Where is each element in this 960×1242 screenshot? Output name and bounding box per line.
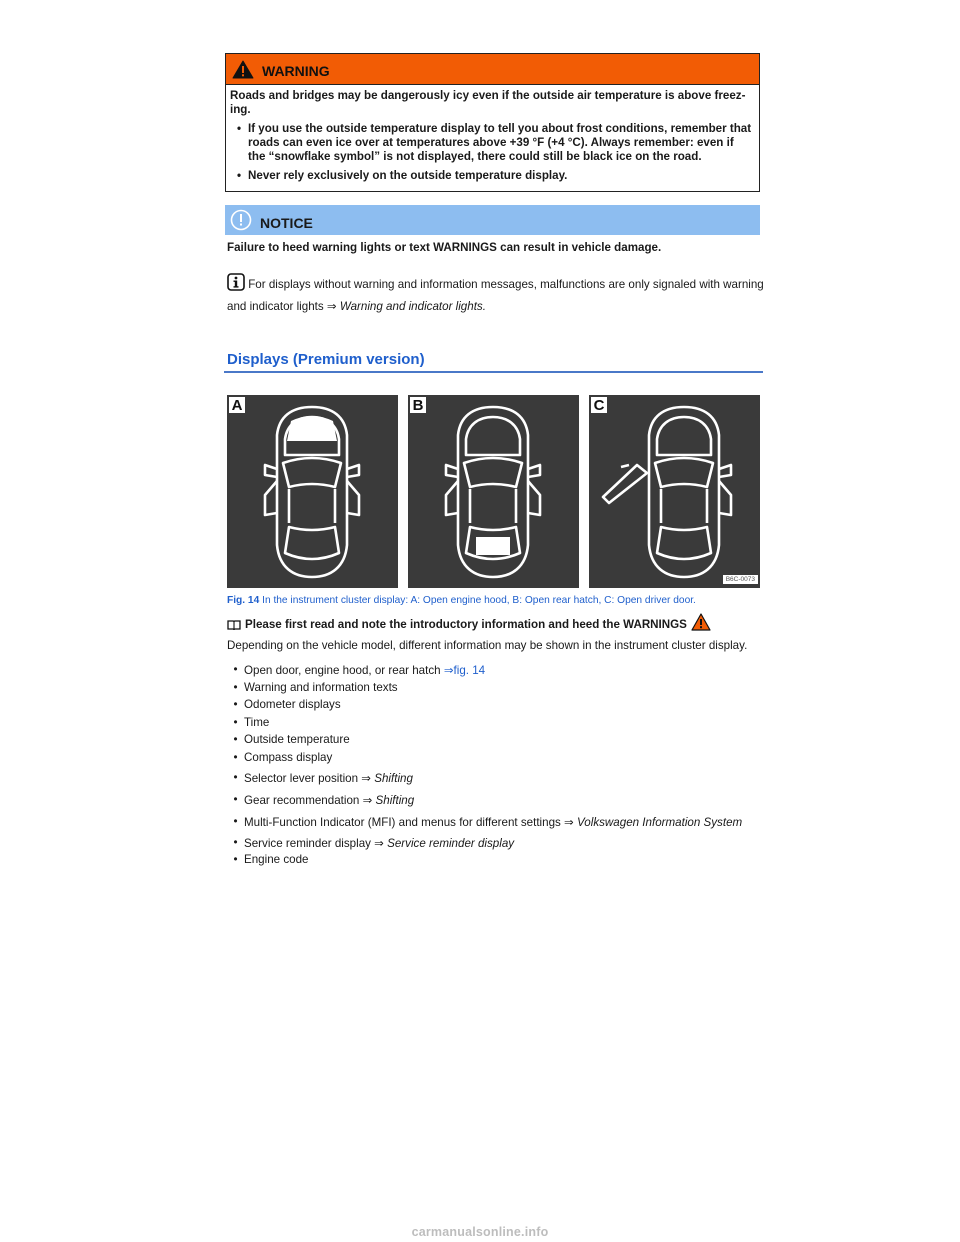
- description-paragraph: Depending on the vehicle model, different information may be shown in the instrument cluster display.: [227, 639, 748, 652]
- warning-header: [226, 54, 759, 85]
- shifting-link[interactable]: Shifting: [375, 794, 415, 807]
- list-item: • Outside temperature: [233, 733, 350, 746]
- list-item: • Warning and information texts: [233, 681, 398, 694]
- notice-header: [225, 205, 760, 235]
- figure-caption-label: Fig. 14: [227, 595, 260, 606]
- car-open-hood-icon: [227, 395, 398, 588]
- list-item: • Gear recommendation ⇒ Shifting: [233, 793, 415, 807]
- warning-bullet: • If you use the outside temperature display to tell you about frost conditions, remember that roads can even ice over at temperatures above +39 °F (+4 °C). Always remember: even if the “snowflake symbol” is not displayed, there could still be black ice on the road.: [236, 122, 752, 163]
- figure-panel-a: [227, 395, 398, 588]
- info-arrow: ⇒: [326, 300, 337, 313]
- list-item: • Time: [233, 716, 270, 729]
- section-divider: [224, 371, 763, 373]
- list-item: • Compass display: [233, 751, 333, 764]
- figure-code: B6C-0073: [723, 575, 758, 584]
- warning-body: [226, 85, 759, 191]
- info-text: For displays without warning and information messages, malfunctions are only signaled with warning and indicator lights: [227, 278, 764, 313]
- service-reminder-link[interactable]: Service reminder display: [387, 837, 515, 850]
- list-item: • Engine code: [233, 853, 309, 866]
- book-icon: [227, 619, 241, 630]
- intro-line: [227, 617, 711, 631]
- warning-box: [225, 53, 760, 192]
- figure-panel-c: [589, 395, 760, 588]
- warning-triangle-icon: [232, 60, 254, 79]
- info-note: [227, 273, 767, 318]
- warning-bullet: • Never rely exclusively on the outside temperature display.: [236, 169, 568, 182]
- figure-caption: [227, 595, 696, 606]
- figure-caption-text: In the instrument cluster display: A: Open engine hood, B: Open rear hatch, C: Open driver door.: [259, 595, 696, 606]
- figure-reference-link[interactable]: fig. 14: [453, 664, 486, 677]
- warning-title: WARNING: [262, 63, 330, 79]
- panel-letter-c: C: [591, 397, 607, 413]
- warning-triangle-icon[interactable]: [691, 613, 711, 631]
- intro-text: Please first read and note the introductory information and heed the WARNINGS: [245, 617, 687, 631]
- panel-letter-a: A: [229, 397, 245, 413]
- section-title: Displays (Premium version): [227, 351, 425, 368]
- car-open-rear-hatch-icon: [408, 395, 579, 588]
- watermark-footer: carmanualsonline.info: [411, 1225, 549, 1239]
- shifting-link[interactable]: Shifting: [374, 772, 413, 785]
- figure-14: [227, 395, 760, 588]
- notice-title: NOTICE: [260, 215, 313, 231]
- exclamation-circle-icon: [230, 209, 252, 231]
- warning-lead: Roads and bridges may be dangerously icy even if the outside air temperature is above freez-ing.: [230, 89, 746, 116]
- list-item: • Service reminder display ⇒ Service reminder display: [233, 836, 515, 850]
- info-reference-link[interactable]: Warning and indicator lights.: [339, 300, 486, 313]
- info-icon: [227, 273, 245, 291]
- list-item: • Selector lever position ⇒ Shifting: [233, 771, 413, 785]
- list-item: • Odometer displays: [233, 698, 341, 711]
- vw-information-system-link[interactable]: Volkswagen Information System: [577, 816, 743, 829]
- notice-text: Failure to heed warning lights or text WARNINGS can result in vehicle damage.: [227, 241, 662, 254]
- list-item: • Multi-Function Indicator (MFI) and menus for different settings ⇒ Volkswagen Information System: [233, 815, 743, 829]
- figure-panel-b: [408, 395, 579, 588]
- list-item: • Open door, engine hood, or rear hatch ⇒fig. 14: [233, 663, 486, 677]
- car-open-driver-door-icon: [589, 395, 760, 588]
- panel-letter-b: B: [410, 397, 426, 413]
